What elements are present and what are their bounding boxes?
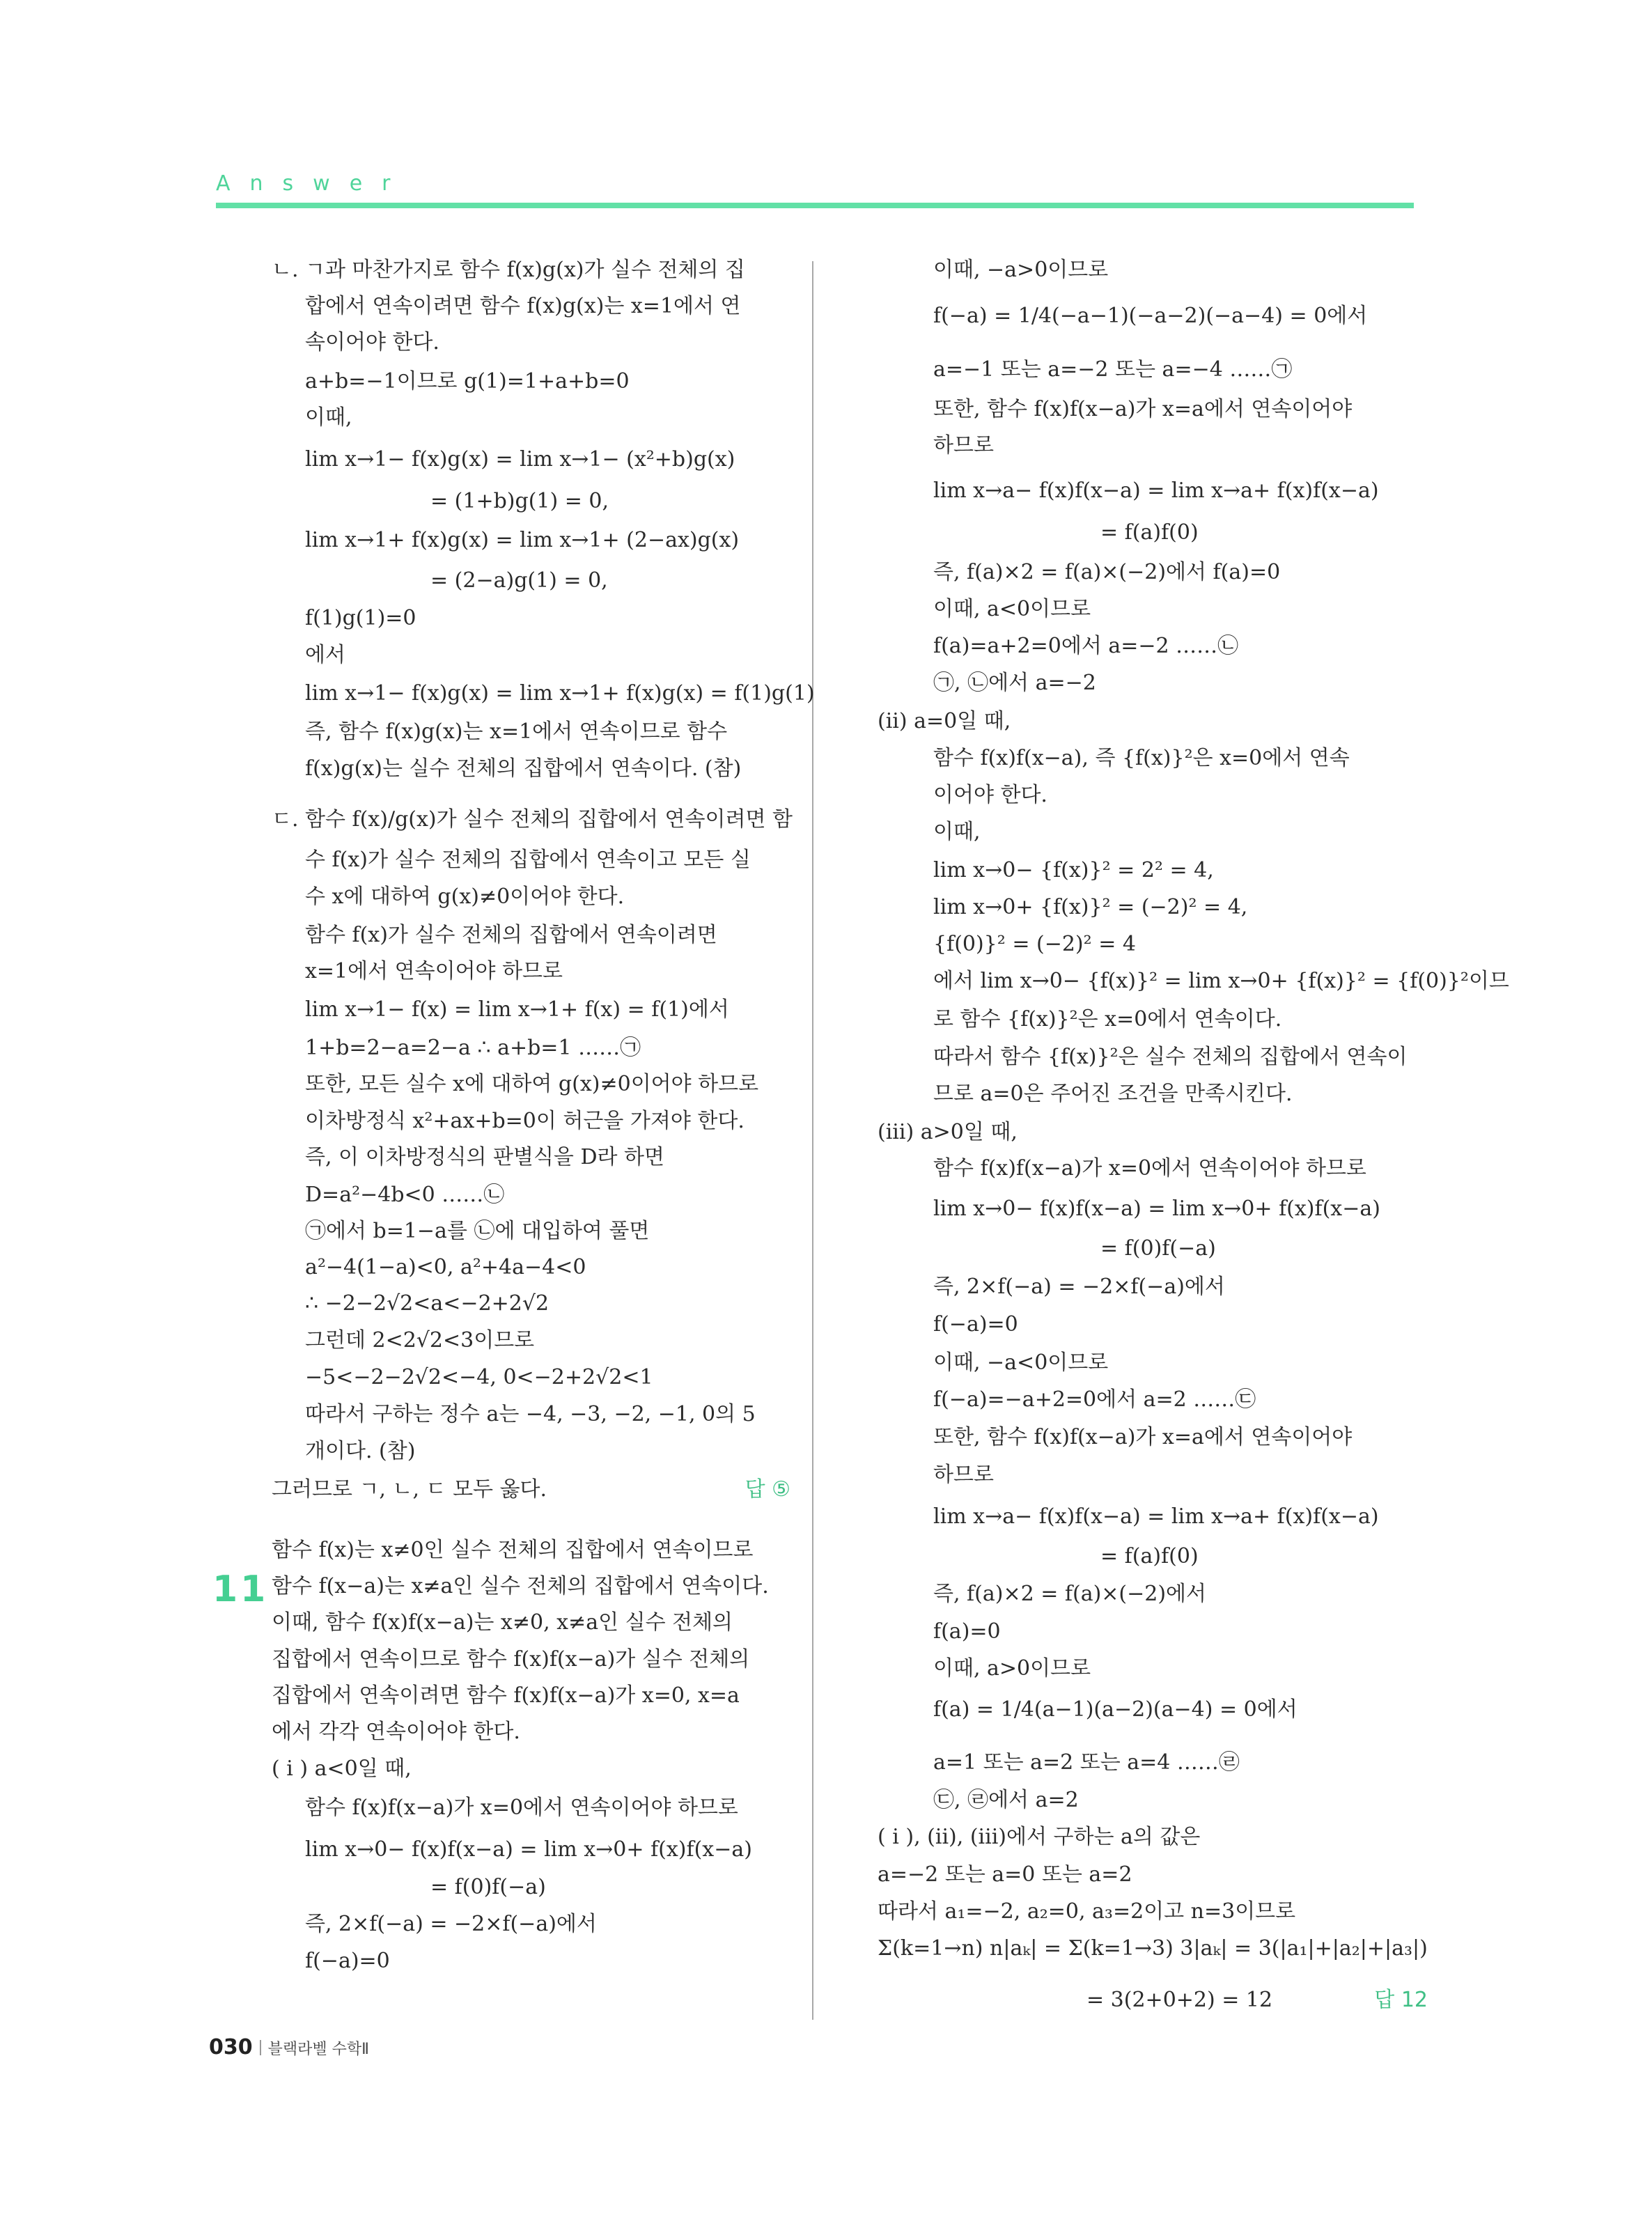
right-column-line: 이때, a>0이므로 [933,1656,1091,1681]
left-column-line: a+b=−1이므로 g(1)=1+a+b=0 [305,369,630,394]
right-column-line: 또한, 함수 f(x)f(x−a)가 x=a에서 연속이어야 [933,397,1353,421]
left-column-line: −5<−2−2√2<−4, 0<−2+2√2<1 [305,1365,653,1389]
left-column-line: 이때, 함수 f(x)f(x−a)는 x≠0, x≠a인 실수 전체의 [272,1610,733,1635]
page-footer [209,2035,369,2059]
right-column-line: ㉢, ㉣에서 a=2 [933,1788,1079,1812]
left-column-line: ( i ) a<0일 때, [272,1757,412,1781]
right-column-line: f(a)=0 [933,1619,1001,1644]
right-column-line: 하므로 [933,1463,994,1487]
right-column-line: 에서 lim x→0− {f(x)}² = lim x→0+ {f(x)}² = {f(0)}²이므 [933,969,1509,993]
right-column-line: a=−2 또는 a=0 또는 a=2 [878,1862,1132,1887]
right-column-line: 함수 f(x)f(x−a)가 x=0에서 연속이어야 하므로 [933,1156,1366,1181]
right-column-line: 이때, −a<0이므로 [933,1350,1109,1375]
page-number: 030 [209,2035,253,2059]
right-column-line: 함수 f(x)f(x−a), 즉 {f(x)}²은 x=0에서 연속 [933,746,1350,770]
left-column-line: 1+b=2−a=2−a ∴ a+b=1 ……㉠ [305,1036,641,1060]
book-title: 블랙라벨 수학Ⅱ [267,2041,369,2058]
right-column-line: 이때, −a>0이므로 [933,258,1109,282]
left-column-line: lim x→1− f(x)g(x) = lim x→1+ f(x)g(x) = f(1)g(1) [305,681,815,706]
left-column-line: 함수 f(x)는 x≠0인 실수 전체의 집합에서 연속이므로 [272,1538,754,1562]
column-divider [812,261,813,2020]
right-column-line: (iii) a>0일 때, [878,1120,1018,1144]
left-column-line: f(x)g(x)는 실수 전체의 집합에서 연속이다. (참) [305,756,742,781]
answer-label-5: 답 ⑤ [745,1477,790,1502]
right-column-line: 즉, f(a)×2 = f(a)×(−2)에서 [933,1582,1207,1606]
right-column-line: {f(0)}² = (−2)² = 4 [933,932,1136,956]
left-column-line: = (1+b)g(1) = 0, [430,489,609,513]
left-column-line: = (2−a)g(1) = 0, [430,568,608,593]
left-column-line: 함수 f(x)가 실수 전체의 집합에서 연속이려면 [305,923,717,947]
left-column-line: 또한, 모든 실수 x에 대하여 g(x)≠0이어야 하므로 [305,1072,759,1096]
right-column-line: lim x→a− f(x)f(x−a) = lim x→a+ f(x)f(x−a) [933,478,1379,503]
right-column-line: = f(a)f(0) [1100,1544,1199,1568]
right-column-line: 즉, f(a)×2 = f(a)×(−2)에서 f(a)=0 [933,560,1281,584]
left-column-line: 이때, [305,405,352,430]
left-column-line: lim x→1+ f(x)g(x) = lim x→1+ (2−ax)g(x) [305,528,740,552]
right-column-line: 즉, 2×f(−a) = −2×f(−a)에서 [933,1275,1225,1299]
right-column-line: f(−a) = 1/4(−a−1)(−a−2)(−a−4) = 0에서 [933,304,1368,328]
left-column-line: ㄴ. ㄱ과 마찬가지로 함수 f(x)g(x)가 실수 전체의 집 [272,258,745,282]
left-column-line: 즉, 함수 f(x)g(x)는 x=1에서 연속이므로 함수 [305,719,728,744]
left-column-line: D=a²−4b<0 ……㉡ [305,1183,505,1207]
right-column-line: ( i ), (ii), (iii)에서 구하는 a의 값은 [878,1825,1201,1849]
right-column-line: 하므로 [933,433,994,458]
left-column-line: 함수 f(x−a)는 x≠a인 실수 전체의 집합에서 연속이다. [272,1574,769,1598]
left-column-line: 에서 각각 연속이어야 한다. [272,1720,520,1744]
left-column-line: f(−a)=0 [305,1949,390,1973]
right-column-line: f(−a)=−a+2=0에서 a=2 ……㉢ [933,1387,1256,1412]
left-column-line: 함수 f(x)f(x−a)가 x=0에서 연속이어야 하므로 [305,1796,738,1820]
left-column-line: 수 f(x)가 실수 전체의 집합에서 연속이고 모든 실 [305,848,751,872]
header-rule [216,203,1414,208]
right-column-line: 이때, a<0이므로 [933,597,1091,621]
left-column-line: 따라서 구하는 정수 a는 −4, −3, −2, −1, 0의 5 [305,1402,756,1426]
right-column-line: f(a)=a+2=0에서 a=−2 ……㉡ [933,634,1239,658]
right-column-line: 로 함수 {f(x)}²은 x=0에서 연속이다. [933,1007,1282,1031]
right-column-line: a=−1 또는 a=−2 또는 a=−4 ……㉠ [933,357,1293,382]
right-column-line: 이어야 한다. [933,783,1047,807]
left-column-line: x=1에서 연속이어야 하므로 [305,959,563,983]
left-column-line: f(1)g(1)=0 [305,606,416,630]
left-column-line: 집합에서 연속이려면 함수 f(x)f(x−a)가 x=0, x=a [272,1683,740,1708]
left-column-line: 수 x에 대하여 g(x)≠0이어야 한다. [305,885,625,909]
left-column-line: 그러므로 ㄱ, ㄴ, ㄷ 모두 옳다. [272,1477,547,1502]
answer-header-title: Answer [216,171,410,196]
right-column-line: lim x→0+ {f(x)}² = (−2)² = 4, [933,895,1248,919]
left-column-line: ㄷ. 함수 f(x)/g(x)가 실수 전체의 집합에서 연속이려면 함 [272,807,793,832]
right-column-line: ㉠, ㉡에서 a=−2 [933,671,1096,695]
answer-label-12: 답 12 [1374,1988,1428,2012]
right-column-line: = 3(2+0+2) = 12 [1086,1988,1273,2012]
problem-number: 11 [212,1568,269,1610]
left-column-line: 집합에서 연속이므로 함수 f(x)f(x−a)가 실수 전체의 [272,1647,750,1672]
right-column-line: f(−a)=0 [933,1312,1018,1337]
right-column-line: = f(a)f(0) [1100,520,1199,545]
left-column-line: = f(0)f(−a) [430,1875,546,1899]
left-column-line: ∴ −2−2√2<a<−2+2√2 [305,1291,550,1316]
left-column-line: 에서 [305,643,345,667]
left-column-line: lim x→1− f(x) = lim x→1+ f(x) = f(1)에서 [305,997,729,1022]
right-column-line: lim x→a− f(x)f(x−a) = lim x→a+ f(x)f(x−a) [933,1504,1379,1529]
right-column-line: lim x→0− f(x)f(x−a) = lim x→0+ f(x)f(x−a) [933,1197,1380,1221]
right-column-line: = f(0)f(−a) [1100,1236,1216,1261]
left-column-line: 즉, 2×f(−a) = −2×f(−a)에서 [305,1912,597,1936]
right-column-line: (ii) a=0일 때, [878,709,1011,733]
left-column-line: 합에서 연속이려면 함수 f(x)g(x)는 x=1에서 연 [305,294,741,318]
left-column-line: 즉, 이 이차방정식의 판별식을 D라 하면 [305,1145,664,1169]
right-column-line: a=1 또는 a=2 또는 a=4 ……㉣ [933,1750,1240,1775]
right-column-line: 따라서 함수 {f(x)}²은 실수 전체의 집합에서 연속이 [933,1045,1408,1069]
right-column-line: f(a) = 1/4(a−1)(a−2)(a−4) = 0에서 [933,1697,1298,1722]
left-column-line: a²−4(1−a)<0, a²+4a−4<0 [305,1255,586,1279]
footer-separator [260,2040,261,2055]
right-column-line: 이때, [933,820,981,844]
right-column-line: 또한, 함수 f(x)f(x−a)가 x=a에서 연속이어야 [933,1425,1353,1449]
left-column-line: 개이다. (참) [305,1439,416,1463]
right-column-line: lim x→0− {f(x)}² = 2² = 4, [933,858,1214,882]
right-column-line: Σ(k=1→n) n|aₖ| = Σ(k=1→3) 3|aₖ| = 3(|a₁|+|a₂|+|a₃|) [878,1936,1428,1961]
left-column-line: lim x→0− f(x)f(x−a) = lim x→0+ f(x)f(x−a) [305,1837,752,1862]
right-column-line: 따라서 a₁=−2, a₂=0, a₃=2이고 n=3이므로 [878,1899,1296,1924]
left-column-line: ㉠에서 b=1−a를 ㉡에 대입하여 풀면 [305,1219,650,1243]
left-column-line: lim x→1− f(x)g(x) = lim x→1− (x²+b)g(x) [305,447,735,472]
left-column-line: 속이어야 한다. [305,330,439,355]
right-column-line: 므로 a=0은 주어진 조건을 만족시킨다. [933,1082,1293,1106]
left-column-line: 이차방정식 x²+ax+b=0이 허근을 가져야 한다. [305,1109,745,1133]
left-column-line: 그런데 2<2√2<3이므로 [305,1328,535,1353]
